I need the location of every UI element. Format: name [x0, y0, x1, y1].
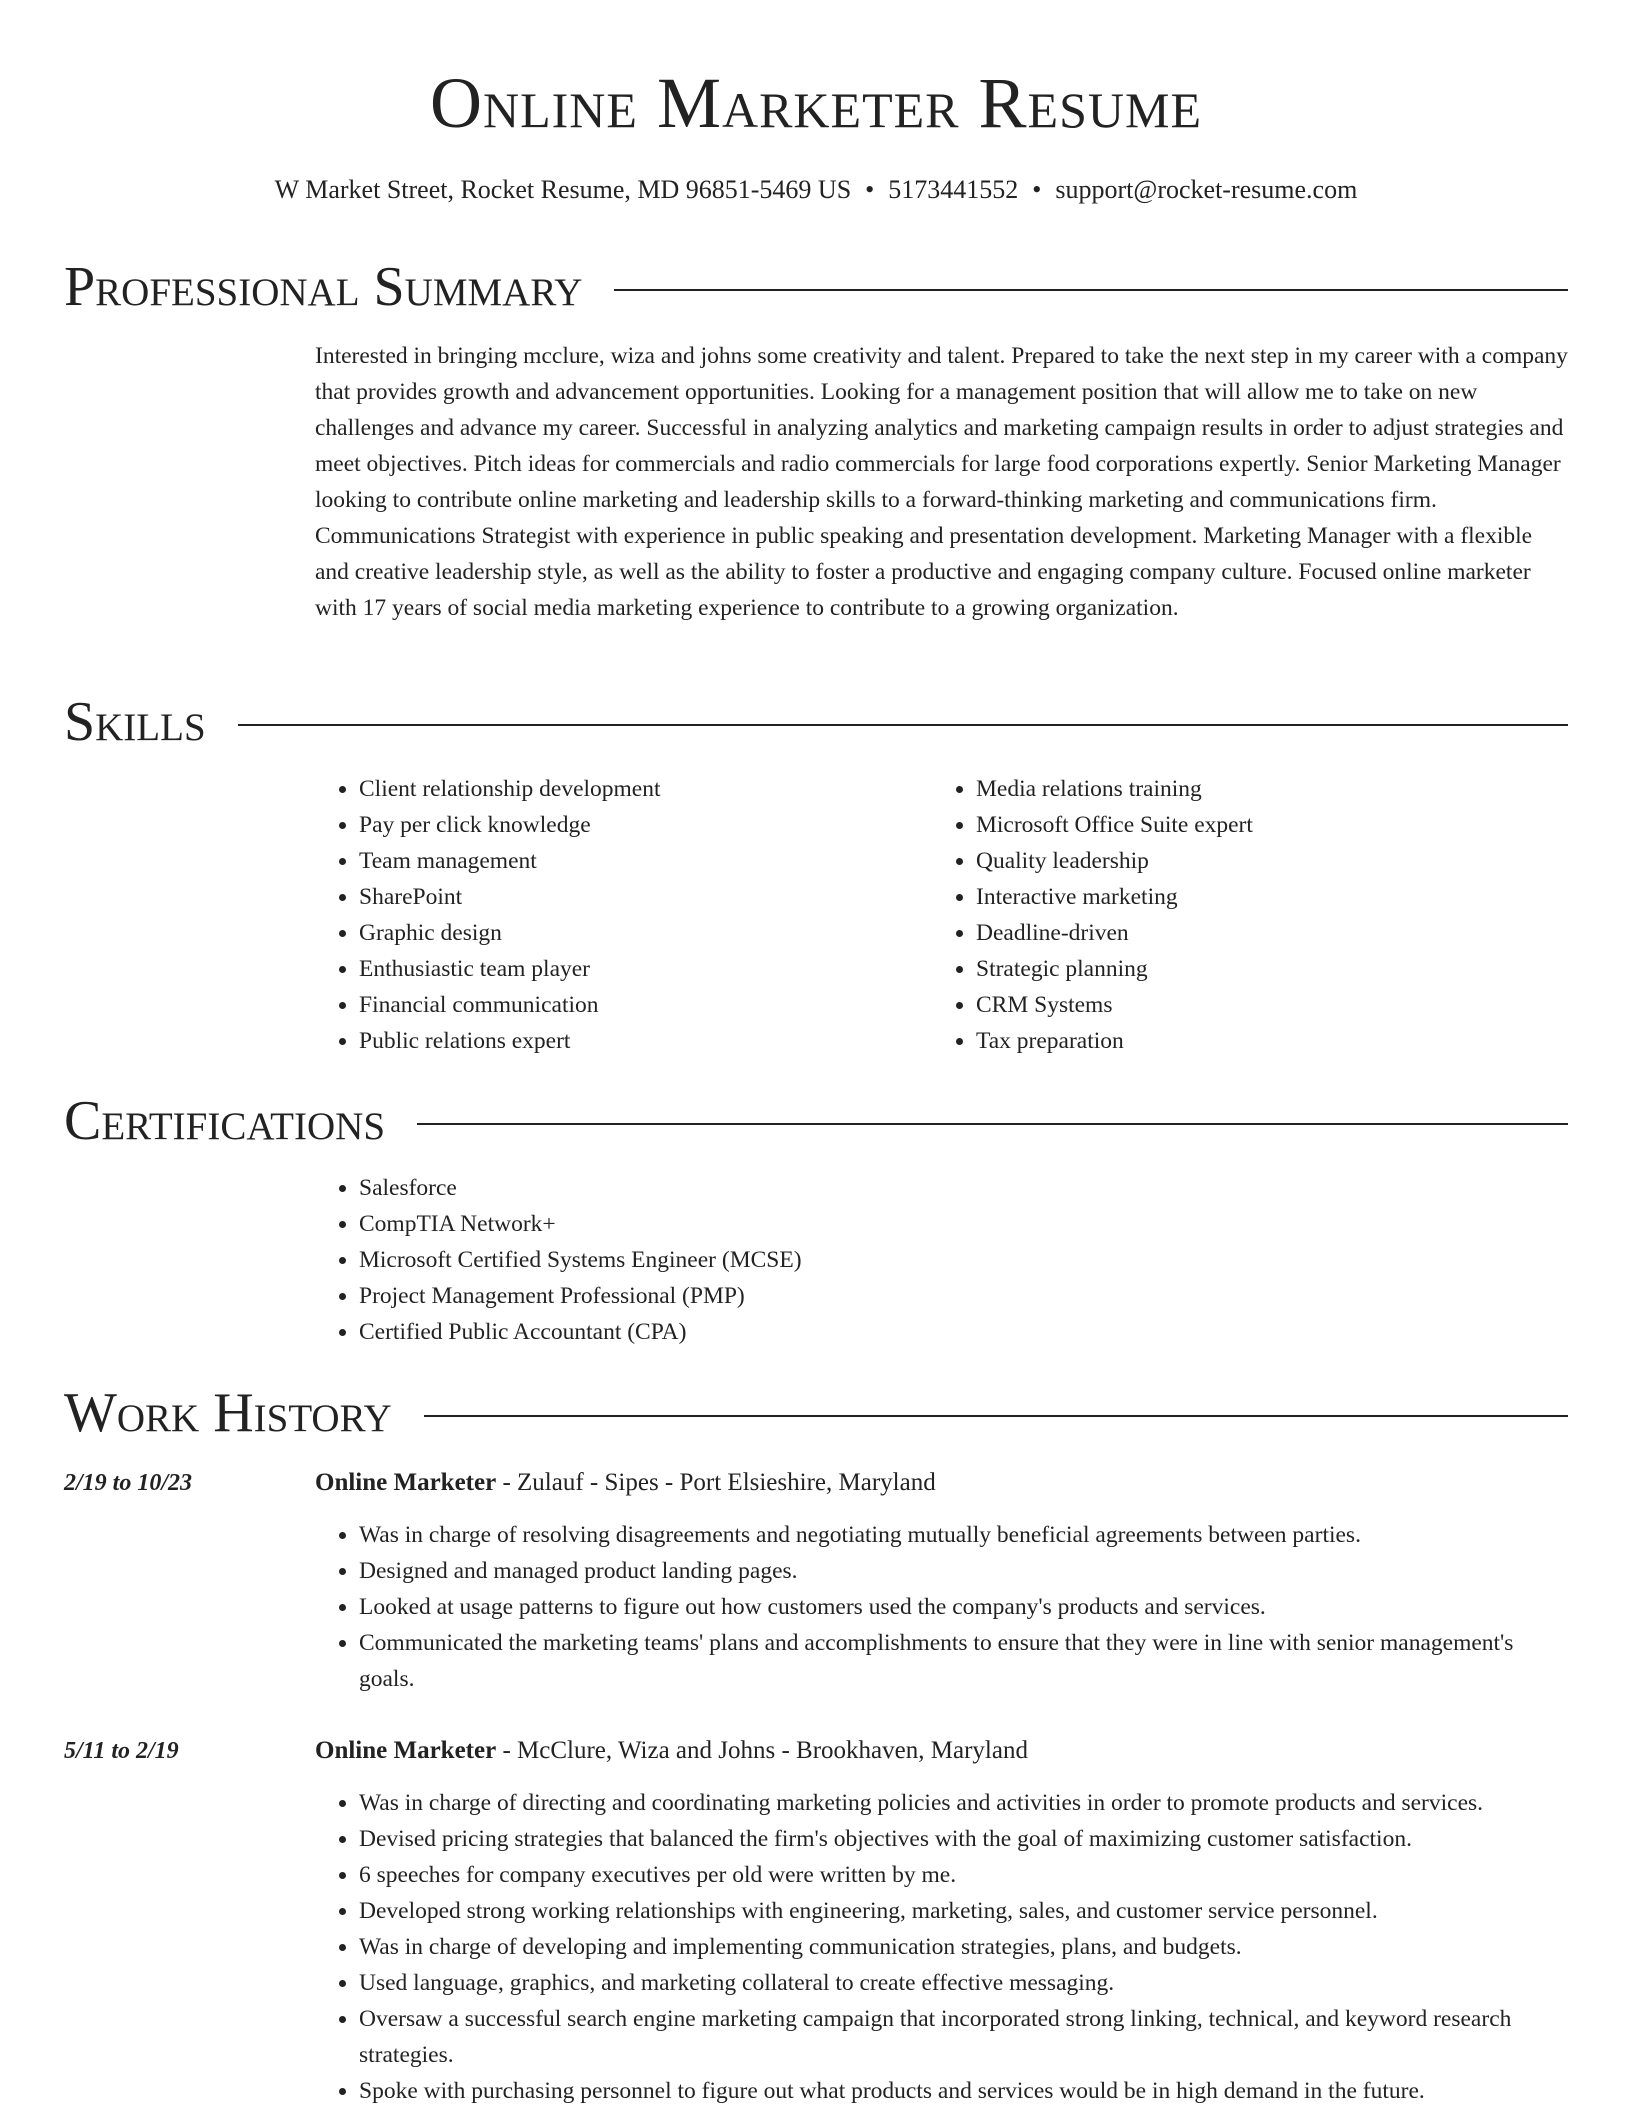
job-title: Online Marketer: [315, 1737, 497, 1764]
job-duty-item: • Was in charge of developing and implementing communication strategies, plans, and budgets.: [359, 1929, 1568, 1965]
job-dates: 5/11 to 2/19: [64, 1738, 179, 1764]
certification-item: • Certified Public Accountant (CPA): [359, 1314, 1568, 1350]
job-duties: [315, 1785, 1568, 2109]
contact-separator: •: [865, 175, 875, 204]
skill-item: • Enthusiastic team player: [359, 951, 932, 987]
job-duty-item: • Communicated the marketing teams' plans and accomplishments to ensure that they were in line with senior management's goals.: [359, 1625, 1568, 1697]
job-duty-item: • Used language, graphics, and marketing collateral to create effective messaging.: [359, 1965, 1568, 2001]
job-duty-item: • Looked at usage patterns to figure out how customers used the company's products and services.: [359, 1589, 1568, 1625]
certification-item: • Project Management Professional (PMP): [359, 1278, 1568, 1314]
skills-column-right: [932, 771, 1549, 1059]
skill-item: • Public relations expert: [359, 1023, 932, 1059]
skills-column-left: [315, 771, 932, 1059]
job-duty-item: • Developed strong working relationships with engineering, marketing, sales, and customer service personnel.: [359, 1893, 1568, 1929]
contact-phone: 5173441552: [888, 175, 1019, 204]
job-title: Online Marketer: [315, 1469, 497, 1496]
section-title-summary: Professional Summary: [64, 256, 583, 318]
skill-item: • Interactive marketing: [976, 879, 1549, 915]
skill-item: • Media relations training: [976, 771, 1549, 807]
section-divider: [424, 1415, 1568, 1417]
job-employer: - Zulauf - Sipes - Port Elsieshire, Maryland: [496, 1469, 936, 1496]
skill-item: • Deadline-driven: [976, 915, 1549, 951]
job-heading: [315, 1465, 1568, 1501]
job-dates: 2/19 to 10/23: [64, 1470, 193, 1496]
skill-item: • Microsoft Office Suite expert: [976, 807, 1549, 843]
skill-item: • CRM Systems: [976, 987, 1549, 1023]
job-duty-item: • Was in charge of directing and coordinating marketing policies and activities in order to promote products and services.: [359, 1785, 1568, 1821]
job-duty-item: • Devised pricing strategies that balanced the firm's objectives with the goal of maximizing customer satisfaction.: [359, 1821, 1568, 1857]
job-duty-item: • Designed and managed product landing pages.: [359, 1553, 1568, 1589]
section-header-work-history: [64, 1381, 1568, 1445]
resume-title: Online Marketer Resume: [430, 63, 1202, 143]
summary-text: Interested in bringing mcclure, wiza and johns some creativity and talent. Prepared to take the next step in my career with a company that provides growth and advancement opportunities. Looking for a management position that will allow me to take on new challenges and advance my career. Successful in analyzing analytics and marketing campaign results in order to adjust strategies and meet objectives. Pitch ideas for commercials and radio commercials for large food corporations expertly. Senior Marketing Manager looking to contribute online marketing and leadership skills to a forward-thinking marketing and communications firm. Communications Strategist with experience in public speaking and presentation development. Marketing Manager with a flexible and creative leadership style, as well as the ability to foster a productive and engaging company culture. Focused online marketer with 17 years of social media marketing experience to contribute to a growing organization.: [315, 343, 1568, 621]
skill-item: • SharePoint: [359, 879, 932, 915]
certifications-list: [315, 1170, 1568, 1350]
job-duty-item: • 6 speeches for company executives per old were written by me.: [359, 1857, 1568, 1893]
contact-separator: •: [1032, 175, 1042, 204]
skill-item: • Quality leadership: [976, 843, 1549, 879]
job-heading: [315, 1733, 1568, 1769]
job-duty-item: • Oversaw a successful search engine marketing campaign that incorporated strong linking, technical, and keyword research strategies.: [359, 2001, 1568, 2073]
certification-item: • Microsoft Certified Systems Engineer (MCSE): [359, 1242, 1568, 1278]
section-title-work-history: Work History: [64, 1382, 392, 1444]
section-title-skills: Skills: [64, 691, 206, 753]
job-duty-item: • Spoke with purchasing personnel to figure out what products and services would be in high demand in the future.: [359, 2073, 1568, 2109]
skill-item: • Tax preparation: [976, 1023, 1549, 1059]
contact-address: W Market Street, Rocket Resume, MD 96851-5469 US: [274, 175, 852, 204]
section-title-certifications: Certifications: [64, 1090, 386, 1152]
skill-item: • Graphic design: [359, 915, 932, 951]
section-divider: [614, 289, 1568, 291]
skill-item: • Pay per click knowledge: [359, 807, 932, 843]
section-header-summary: [64, 255, 1568, 319]
job-employer: - McClure, Wiza and Johns - Brookhaven, Maryland: [496, 1737, 1028, 1764]
skill-item: • Strategic planning: [976, 951, 1549, 987]
section-header-skills: [64, 690, 1568, 754]
section-divider: [417, 1123, 1568, 1125]
section-header-certifications: [64, 1089, 1568, 1153]
contact-line: [64, 173, 1568, 207]
contact-email: support@rocket-resume.com: [1055, 175, 1358, 204]
job-duties: [315, 1517, 1568, 1697]
skill-item: • Financial communication: [359, 987, 932, 1023]
certification-item: • Salesforce: [359, 1170, 1568, 1206]
certification-item: • CompTIA Network+: [359, 1206, 1568, 1242]
skills-list: [315, 771, 1568, 1059]
section-divider: [238, 724, 1568, 726]
skill-item: • Client relationship development: [359, 771, 932, 807]
skill-item: • Team management: [359, 843, 932, 879]
job-duty-item: • Was in charge of resolving disagreements and negotiating mutually beneficial agreements between parties.: [359, 1517, 1568, 1553]
summary-block: [315, 338, 1568, 626]
